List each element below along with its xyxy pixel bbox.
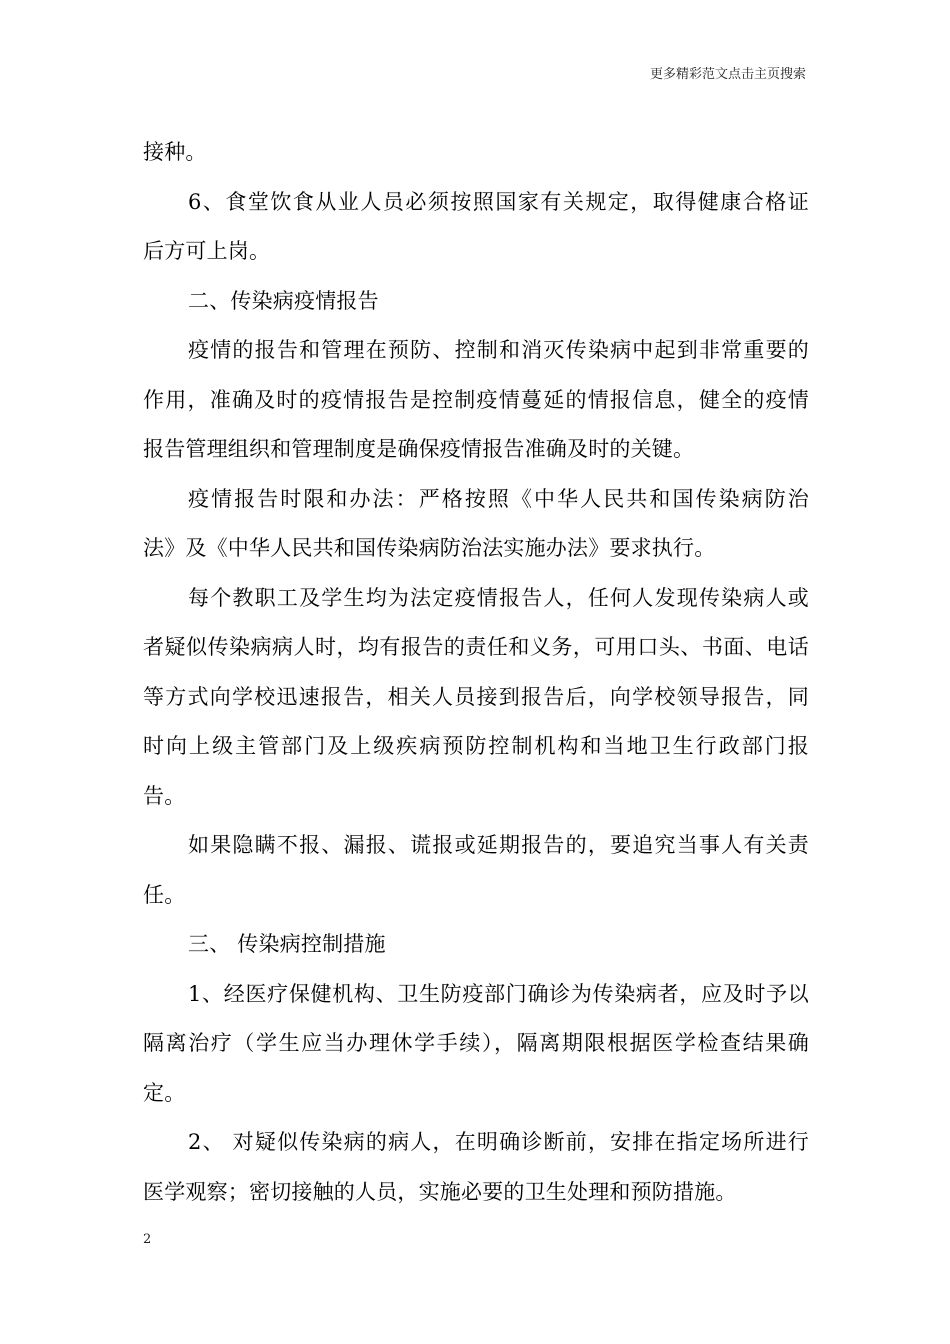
text-line: 报告管理组织和管理制度是确保疫情报告准确及时的关键。: [143, 437, 695, 461]
text-line: 每个教职工及学生均为法定疫情报告人，任何人发现传染病人或: [188, 585, 809, 610]
text-line: 者疑似传染病病人时，均有报告的责任和义务，可用口头、书面、电话: [143, 635, 809, 659]
text-line: 任。: [143, 882, 186, 907]
text-line: 告。: [143, 783, 186, 808]
text-line: 隔离治疗（学生应当办理休学手续），隔离期限根据医学检查结果确: [143, 1031, 809, 1055]
document-body: [143, 128, 809, 1217]
text-line: 法》及《中华人民共和国传染病防治法实施办法》要求执行。: [143, 536, 716, 560]
text-line: 定。: [143, 1080, 186, 1105]
text-line: 等方式向学校迅速报告，相关人员接到报告后，向学校领导报告，同: [143, 684, 809, 709]
text-line: 时向上级主管部门及上级疾病预防控制机构和当地卫生行政部门报: [143, 734, 809, 758]
text-line: 接种。: [143, 140, 207, 164]
text-line: 作用，准确及时的疫情报告是控制疫情蔓延的情报信息，健全的疫情: [143, 387, 809, 412]
text-line: 如果隐瞒不报、漏报、谎报或延期报告的，要追究当事人有关责: [188, 833, 809, 857]
text-line: 1、经医疗保健机构、卫生防疫部门确诊为传染病者，应及时予以: [188, 981, 809, 1006]
page-number: 2: [143, 1232, 152, 1247]
text-line: 疫情报告时限和办法：严格按照《中华人民共和国传染病防治: [188, 486, 809, 511]
text-line: 后方可上岗。: [143, 239, 271, 263]
text-line: 6、食堂饮食从业人员必须按照国家有关规定，取得健康合格证: [188, 189, 809, 214]
section-heading: 三、 传染病控制措施: [188, 932, 386, 956]
header-note: 更多精彩范文点击主页搜索: [649, 67, 806, 82]
text-line: 医学观察；密切接触的人员，实施必要的卫生处理和预防措施。: [143, 1179, 737, 1204]
text-line: 2、 对疑似传染病的病人，在明确诊断前，安排在指定场所进行: [188, 1130, 809, 1154]
section-heading: 二、传染病疫情报告: [188, 288, 379, 313]
text-line: 疫情的报告和管理在预防、控制和消灭传染病中起到非常重要的: [188, 338, 809, 362]
